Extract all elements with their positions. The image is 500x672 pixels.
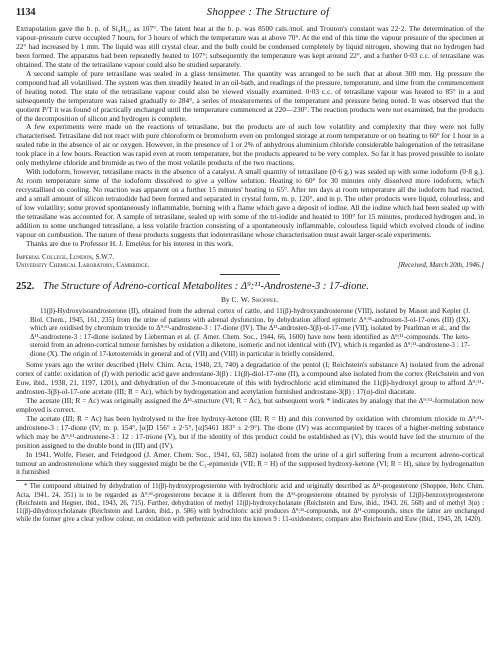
article-number: 252. (16, 281, 35, 293)
running-title-text: The Structure of (255, 6, 330, 18)
prev-paragraph-3: A few experiments were made on the reactions of tetrasilane, but the products are of such low volatility and complexity that they were not fully characterised. Tetrasilane did not react with pure chloroform or bromoform even on prolonged storage at room temperature or on heating to 60° for 1 hour in a sealed tube in the absence of air or oxygen. However, in the presence of 1 or 2% of anhydrous aluminium chloride considerable halogenation of the tetrasilane took place in a few hours. Reaction was rapid even at room temperature, but the products appeared to be very complex. So far it has proved possible to isolate only methylene chloride and bromide as two of the most volatile products of the two reactions. (16, 122, 484, 168)
address-block (16, 253, 484, 270)
byline (16, 295, 484, 304)
body-paragraph-3: The acetate (III; R = Ac) has been hydrolysed to the free hydroxy-ketone (III; R = H) and this converted by oxidation with chromium trioxide to Δ⁹:¹¹-androstene-3 : 17-dione (IV; m. p. 154°, [α]D 156° ± 2·5°, [α]5461 183° ± 2·9°). The dione (IV) was accompanied by traces of a higher-melting substance which may be Δ⁹:¹¹-androstene-3 : 12 : 17-trione (V), but if the identity of this product could be established as (V), this would have led the structure of the position assigned to the double bond in (III) and (IV). (16, 413, 484, 450)
previous-article-end (16, 25, 484, 270)
prev-paragraph-1: Extrapolation gave the b. p. of Si₄H₁₀ as 107°. The latent heat at the b. p. was 8500 cals./mol. and Trouton's constant was 22·2. The determination of the vapour-pressure curve occupied 7 hours, for 3 hours of which the temperature was at above 70°. At the end of this time the vapour pressure of the specimen at 22° had increased by 1 mm. The liquid was still crystal clear, and the bulb could be condensed completely by liquid nitrogen, showing that no hydrogen had been formed. The apparatus had been repeatedly heated to 107°; subsequently the temperature was kept around 22°, and a further 0·03 c.c. of tetrasilane was obtained. The state of the tetrasilane vapour could also be studied separately. (16, 24, 484, 69)
byline-prefix: By (220, 295, 230, 305)
author-name: C. W. Shoppee. (231, 295, 280, 305)
body-paragraph-2: The acetate (III; R = Ac) was originally assigned the Δ¹¹-structure (VI; R = Ac), but subsequent work * indicates by analogy that the Δ⁹:¹¹-formulation now employed is correct. (16, 395, 484, 414)
abstract (16, 307, 484, 358)
address-line-2: University Chemical Laboratory, Cambridge. (16, 261, 150, 270)
running-header (16, 6, 484, 22)
acknowledgement: Thanks are due to Professor H. J. Emeléus for his interest in this work. (26, 238, 234, 248)
footnote-text: * The compound obtained by dehydration of 11(β)-hydroxyprogesterone with hydrochloric acid and originally described as Δ¹¹-progesterone (Shoppee, Helv. Chim. Acta, 1941, 24, 351) is to be regarded as Δ⁹:¹¹-progesterone because it is different from the Δ¹¹-progesterone obtained by pyrolysis of 12(β)-benzoxyprogesterone (Reichstein and Hegner, ibid., 1943, 26, 715). Further, dehydration of methyl 11(β)-hydroxycholanate (Reichstein and Euw, ibid., 1943, 26, 568) and of methyl 3(α) : 11(β)-dihydroxycholanate (Reichstein and Lardon, ibid., p. 586) with hydrochloric acid produces Δ⁹:¹¹-compounds, not Δ¹¹-compounds, since the latter are unchanged while the former give a clear yellow colour, on oxidation with perbenzoic acid into the known 9 : 11-oxidoesters; compare also Reichstein and Euw (ibid., 1945, 28, 1420). (16, 483, 484, 524)
section-divider (220, 274, 280, 275)
prev-paragraph-2: A second sample of pure tetrasilane was sealed in a glass tensimeter. The quantity was arranged to be such that at about 300 mm. Hg pressure the compound had all volatilised. The system was then steadily heated in an oil-bath, and readings of the pressure, temperature, and time from the commencement of heating noted. The state of the tetrasilane vapour could also be viewed visually examined. 0·03 c.c. of tetrasilane vapour was heated to 85° in a and subsequently the temperature was raised gradually to 284°, a series of measurements of the temperature and pressure being noted. It was observed that the quotient P/T it was found of practically unchanged until the temperature commenced at 220—230°. The reaction products were not examined, but the products of the decomposition of silicon and hydrogen is complete. (16, 68, 484, 123)
article-title (16, 280, 484, 293)
received-date: [Received, March 20th, 1946.] (397, 261, 484, 270)
body-paragraph-4: In 1941, Wolfe, Fieser, and Friedgood (J. Amer. Chem. Soc., 1941, 63, 582) isolated from the urine of a girl suffering from a recurrent adreno-cortical tumour an androstenolone which they suggested might be the C₃-epimeride (VII; R = H) of the supposed hydroxy-ketone (VI; R = H), since by hydrogenation it furnished (16, 449, 484, 477)
article-title-text: The Structure of Adreno-cortical Metabolites : Δ⁹:¹¹-Androstene-3 : 17-dione. (43, 281, 369, 293)
page-number: 1134 (16, 7, 36, 18)
article-body (16, 361, 484, 477)
running-author: Shoppee : (206, 6, 253, 18)
running-title (52, 6, 484, 18)
footnote (16, 480, 484, 524)
prev-paragraph-4: With iodoform, however, tetrasilane reacts in the absence of a catalyst. A small quantity of tetrasilane (0·6 g.) was sealed up with some iodoform (0·8 g.). At room temperature some of the iodoform dissolved to give a yellow solution. Heating to 60° for 30 minutes only dissolved more iodoform, which recrystallised on cooling. No reaction was apparent on a further 15 minutes' heating to 65°. After ten days at room temperature all the iodoform had reacted, and a small amount of silicon tetraiodide had been formed and separated in crystal form, m. p. 120°, and in p. The other products were liquid, colourless, and of low volatility; some proved spontaneously inflammable, burning with a flame which gave a deposit of iodine. All the iodine which had been sealed up with the tetrasilane was accounted for. A sample of tetrasilane, sealed up with some of the tri-iodide and heated to 100° for 15 minutes, produced hydrogen and, in addition to some unchanged tetrasilane, a less volatile fraction consisting of a spontaneously inflammable, colourless liquid which evolved clouds of iodine vapour on combustion. The nature of these products suggests that iodotetrasilane whose characterisation must await larger-scale experiments. (16, 167, 484, 239)
body-paragraph-1: Some years ago the writer described (Helv. Chim. Acta, 1940, 23, 740) a degradation of the pentol (I; Reichstein's substance A) isolated from the adrenal cortex of cattle: oxidation of (I) with periodic acid gave androstane-3(β) : 11(β)-diol-17-one (II), a compound also isolated from the cortex (Reichstein and von Euw, ibid., 1938, 21, 1197, 1201), and dehydration of the 3-monoacetate of this with hydrochloric acid eliminated the 11(β)-hydroxyl group to afford Δ⁹:¹¹-androsten-3(β)-ol-17-one acetate (III; R = Ac), which by hydrogenation and acetylation furnished androstane-3(β) : 17(α)-diol diacetate. (16, 360, 484, 396)
address-line-1: Imperial College, London, S.W.7. (16, 252, 115, 261)
abstract-text: 11(β)-Hydroxyisoandrosterone (II), obtained from the adrenal cortex of cattle, and 11(β)-hydroxyandrosterone (VIII), isolated by Mason and Kepler (J. Biol. Chem., 1945, 161, 235) from the urine of patients with adrenal dysfunction, by dehydration afford epimeric Δ⁹:¹¹-androsten-3-ol-17-ones (III) (IX), which are oxidised by chromium trioxide to Δ⁹:¹¹-androstene-3 : 17-dione (IV). The Δ¹¹-androsten-3(β)-ol-17-one (VII), isolated by Pearlman et al., and the Δ¹¹-androstene-3 : 17-dione isolated by Lieberman et al. (J. Amer. Chem. Soc., 1944, 66, 1600) have now been identified as Δ⁹:¹¹-compounds. The keto-steroid from an adreno-cortical tumour furnishes by oxidation a diketone, isomeric and not identical with (IV), which is regarded as Δ⁹:¹¹-androstene-3 : 17-dione (X). The origin of 17-ketosteroids in general and of (VII) and (VIII) in particular is briefly considered. (30, 307, 470, 358)
